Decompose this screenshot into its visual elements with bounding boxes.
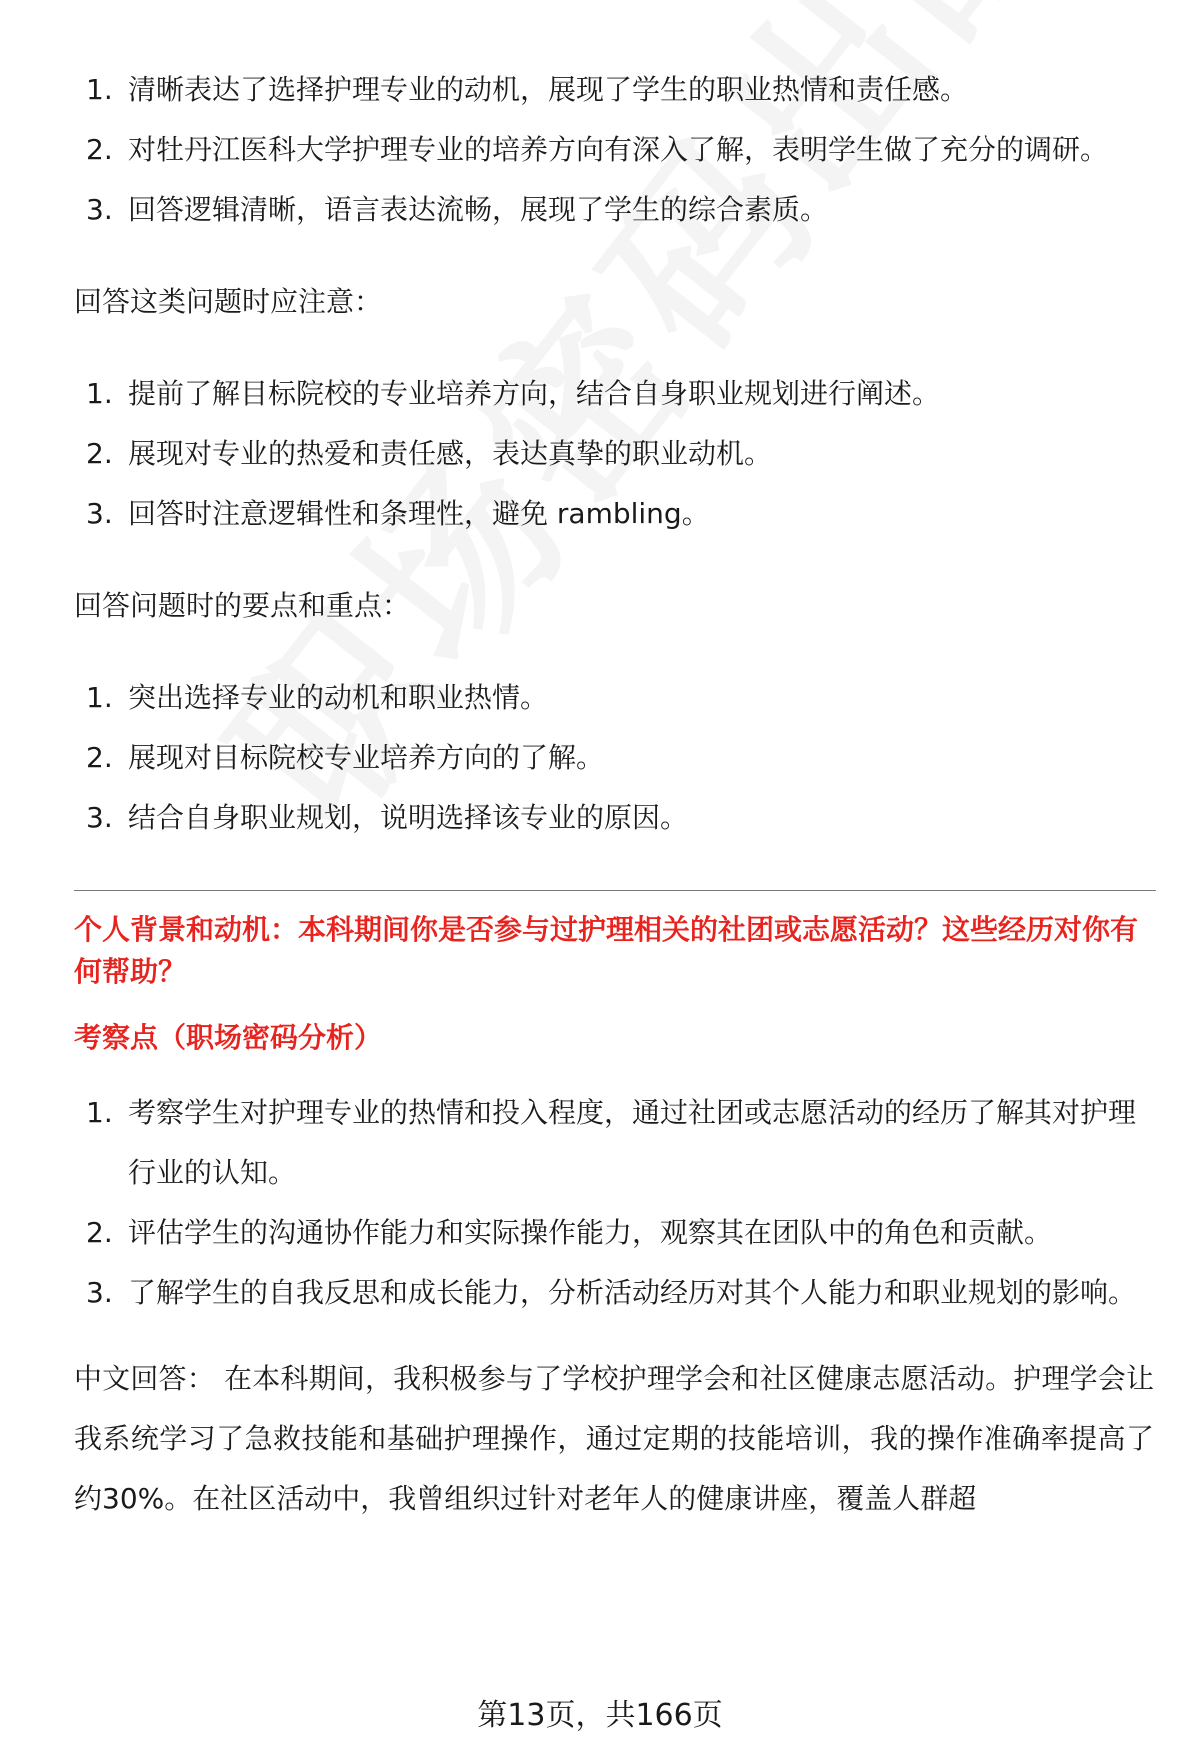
list-item-text: 评估学生的沟通协作能力和实际操作能力，观察其在团队中的角色和贡献。	[128, 1216, 1053, 1249]
list-number: 2.	[86, 741, 113, 774]
list-item	[74, 728, 1154, 788]
page-footer: 第13页，共166页	[477, 1698, 723, 1733]
list-item	[74, 788, 1154, 848]
keypoints-section-label: 回答问题时的要点和重点：	[74, 589, 411, 622]
list-number: 2.	[86, 1216, 113, 1249]
section-divider	[74, 890, 1156, 891]
list-item	[74, 1203, 1154, 1263]
list-number: 1.	[86, 681, 113, 714]
list-number: 1.	[86, 377, 113, 410]
list-number: 3.	[86, 801, 113, 834]
list-item	[74, 1263, 1154, 1323]
list-item-text: 展现对目标院校专业培养方向的了解。	[128, 741, 605, 774]
list-number: 3.	[86, 1276, 113, 1309]
list-item-text: 对牡丹江医科大学护理专业的培养方向有深入了解，表明学生做了充分的调研。	[128, 133, 1109, 166]
list-number: 3.	[86, 497, 113, 530]
list-item-text: 回答时注意逻辑性和条理性，避免 rambling。	[128, 497, 710, 530]
keypoints-list	[74, 668, 1154, 848]
list-item	[74, 668, 1154, 728]
notes-section-label: 回答这类问题时应注意：	[74, 285, 383, 318]
list-number: 2.	[86, 437, 113, 470]
list-item-text: 展现对专业的热爱和责任感，表达真挚的职业动机。	[128, 437, 773, 470]
list-item-text: 突出选择专业的动机和职业热情。	[128, 681, 549, 714]
list-item	[74, 180, 1154, 240]
analysis-heading: 考察点（职场密码分析）	[74, 1021, 383, 1054]
list-item-text: 考察学生对护理专业的热情和投入程度，通过社团或志愿活动的经历了解其对护理行业的认知。	[128, 1096, 1137, 1189]
list-number: 3.	[86, 193, 113, 226]
list-item-text: 提前了解目标院校的专业培养方向，结合自身职业规划进行阐述。	[128, 377, 941, 410]
answer-paragraph: 中文回答： 在本科期间，我积极参与了学校护理学会和社区健康志愿活动。护理学会让我系统学习了急救技能和基础护理操作，通过定期的技能培训，我的操作准确率提高了约30%。在社区活动中，我曾组织过针对老年人的健康讲座，覆盖人群超	[74, 1362, 1154, 1515]
document-page	[74, 60, 1154, 1529]
question-heading: 个人背景和动机：本科期间你是否参与过护理相关的社团或志愿活动？这些经历对你有何帮助？	[74, 913, 1139, 988]
list-number: 1.	[86, 73, 113, 106]
list-number: 1.	[86, 1096, 113, 1129]
list-item	[74, 424, 1154, 484]
notes-list	[74, 364, 1154, 544]
list-item	[74, 1083, 1154, 1203]
list-item	[74, 60, 1154, 120]
list-item	[74, 484, 1154, 544]
analysis-list	[74, 1083, 1154, 1323]
evaluation-list	[74, 60, 1154, 240]
list-item-text: 回答逻辑清晰，语言表达流畅，展现了学生的综合素质。	[128, 193, 829, 226]
list-item-text: 清晰表达了选择护理专业的动机，展现了学生的职业热情和责任感。	[128, 73, 969, 106]
list-number: 2.	[86, 133, 113, 166]
list-item-text: 了解学生的自我反思和成长能力，分析活动经历对其个人能力和职业规划的影响。	[128, 1276, 1137, 1309]
list-item-text: 结合自身职业规划，说明选择该专业的原因。	[128, 801, 689, 834]
list-item	[74, 120, 1154, 180]
list-item	[74, 364, 1154, 424]
